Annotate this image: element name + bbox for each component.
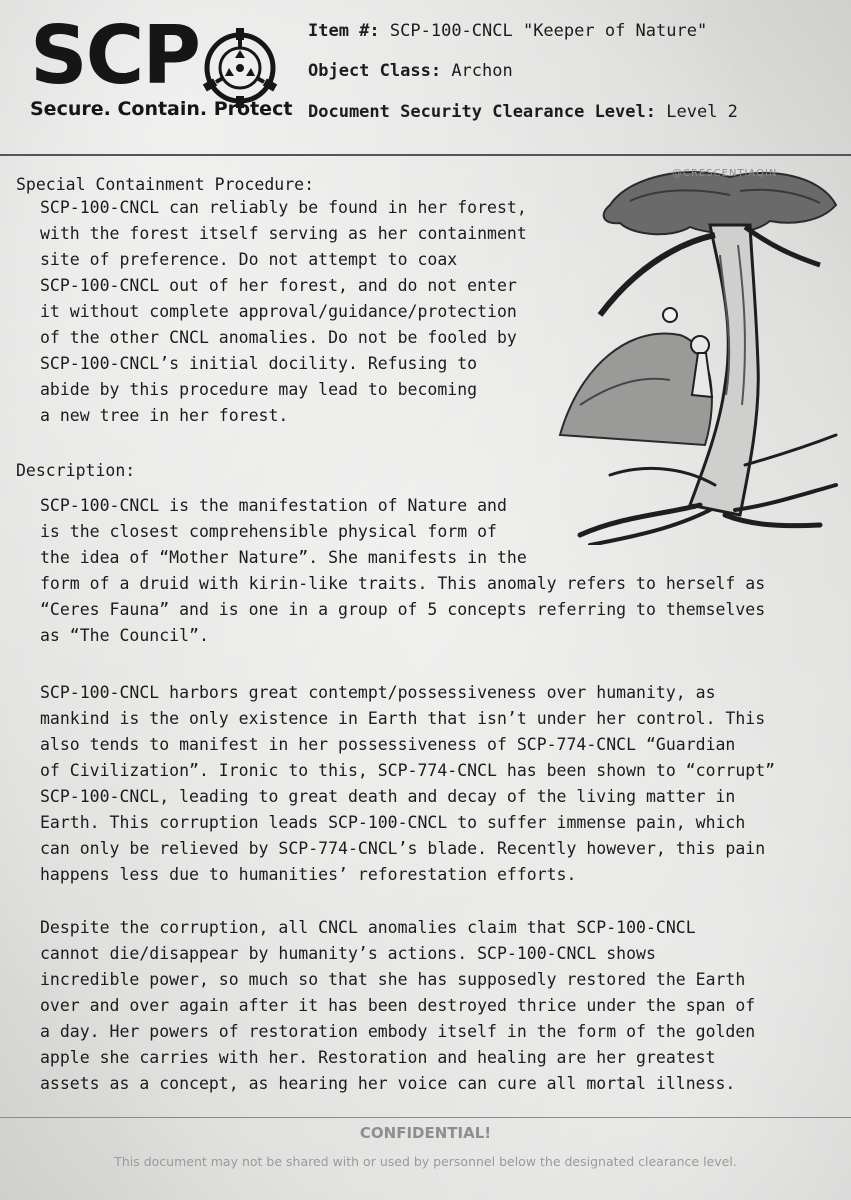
item-number-value: SCP-100-CNCL "Keeper of Nature" [389, 21, 708, 41]
text-line: SCP-100-CNCL, leading to great death and decay of the living matter in [40, 787, 736, 806]
text-line: cannot die/disappear by humanity’s actions. SCP-100-CNCL shows [40, 944, 656, 963]
item-number-row [308, 21, 707, 41]
text-line: is the closest comprehensible physical form of [40, 522, 497, 541]
text-line: happens less due to humanities’ reforestation efforts. [40, 865, 577, 884]
text-line: it without complete approval/guidance/protection [40, 302, 517, 321]
text-line: SCP-100-CNCL is the manifestation of Nature and [40, 496, 507, 515]
text-line: mankind is the only existence in Earth that isn’t under her control. This [40, 709, 766, 728]
text-line: of Civilization”. Ironic to this, SCP-774-CNCL has been shown to “corrupt” [40, 761, 776, 780]
text-line: SCP-100-CNCL’s initial docility. Refusing to [40, 354, 478, 373]
text-line: as “The Council”. [40, 626, 209, 645]
confidential-label: CONFIDENTIAL! [359, 1124, 492, 1142]
object-class-label: Object Class: [308, 61, 442, 81]
text-line: form of a druid with kirin-like traits. This anomaly refers to herself as [40, 574, 766, 593]
text-line: SCP-100-CNCL out of her forest, and do not enter [40, 276, 517, 295]
clearance-notice: This document may not be shared with or used by personnel below the designated clearance level. [114, 1154, 737, 1169]
text-line: a day. Her powers of restoration embody itself in the form of the golden [40, 1022, 756, 1041]
text-line: can only be relieved by SCP-774-CNCL’s blade. Recently however, this pain [40, 839, 766, 858]
text-line: also tends to manifest in her possessiveness of SCP-774-CNCL “Guardian [40, 735, 736, 754]
procedure-heading: Special Containment Procedure: [16, 175, 315, 194]
scp-logo-text: SCP [30, 9, 199, 102]
clearance-level-row [308, 102, 738, 122]
text-line: incredible power, so much so that she has supposedly restored the Earth [40, 970, 746, 989]
description-heading: Description: [16, 461, 136, 480]
text-line: the idea of “Mother Nature”. She manifests in the [40, 548, 527, 567]
text-line: of the other CNCL anomalies. Do not be fooled by [40, 328, 517, 347]
text-line: apple she carries with her. Restoration and healing are her greatest [40, 1048, 716, 1067]
procedure-text [40, 195, 527, 429]
text-line: site of preference. Do not attempt to coax [40, 250, 458, 269]
clearance-level-label: Document Security Clearance Level: [308, 102, 656, 122]
text-line: with the forest itself serving as her containment [40, 224, 527, 243]
text-line: SCP-100-CNCL harbors great contempt/possessiveness over humanity, as [40, 683, 716, 702]
artist-credit: @CRESCENTIAQIN [672, 168, 778, 179]
text-line: Earth. This corruption leads SCP-100-CNCL to suffer immense pain, which [40, 813, 746, 832]
text-line: assets as a concept, as hearing her voice can cure all mortal illness. [40, 1074, 736, 1093]
clearance-level-value: Level 2 [666, 102, 738, 122]
footer-divider [0, 1117, 851, 1118]
text-line: abide by this procedure may lead to becoming [40, 380, 478, 399]
object-class-row [308, 61, 513, 81]
text-line: “Ceres Fauna” and is one in a group of 5 concepts referring to themselves [40, 600, 766, 619]
text-line: SCP-100-CNCL can reliably be found in her forest, [40, 198, 527, 217]
description-paragraph-2 [40, 680, 775, 888]
text-line: Despite the corruption, all CNCL anomalies claim that SCP-100-CNCL [40, 918, 696, 937]
tree-illustration [520, 165, 840, 545]
item-number-label: Item #: [308, 21, 380, 41]
description-paragraph-1 [40, 493, 765, 649]
object-class-value: Archon [451, 61, 513, 81]
description-paragraph-3 [40, 915, 755, 1097]
header-divider [0, 154, 851, 156]
text-line: a new tree in her forest. [40, 406, 289, 425]
text-line: over and over again after it has been destroyed thrice under the span of [40, 996, 756, 1015]
scp-tagline: Secure. Contain. Protect [30, 98, 293, 120]
